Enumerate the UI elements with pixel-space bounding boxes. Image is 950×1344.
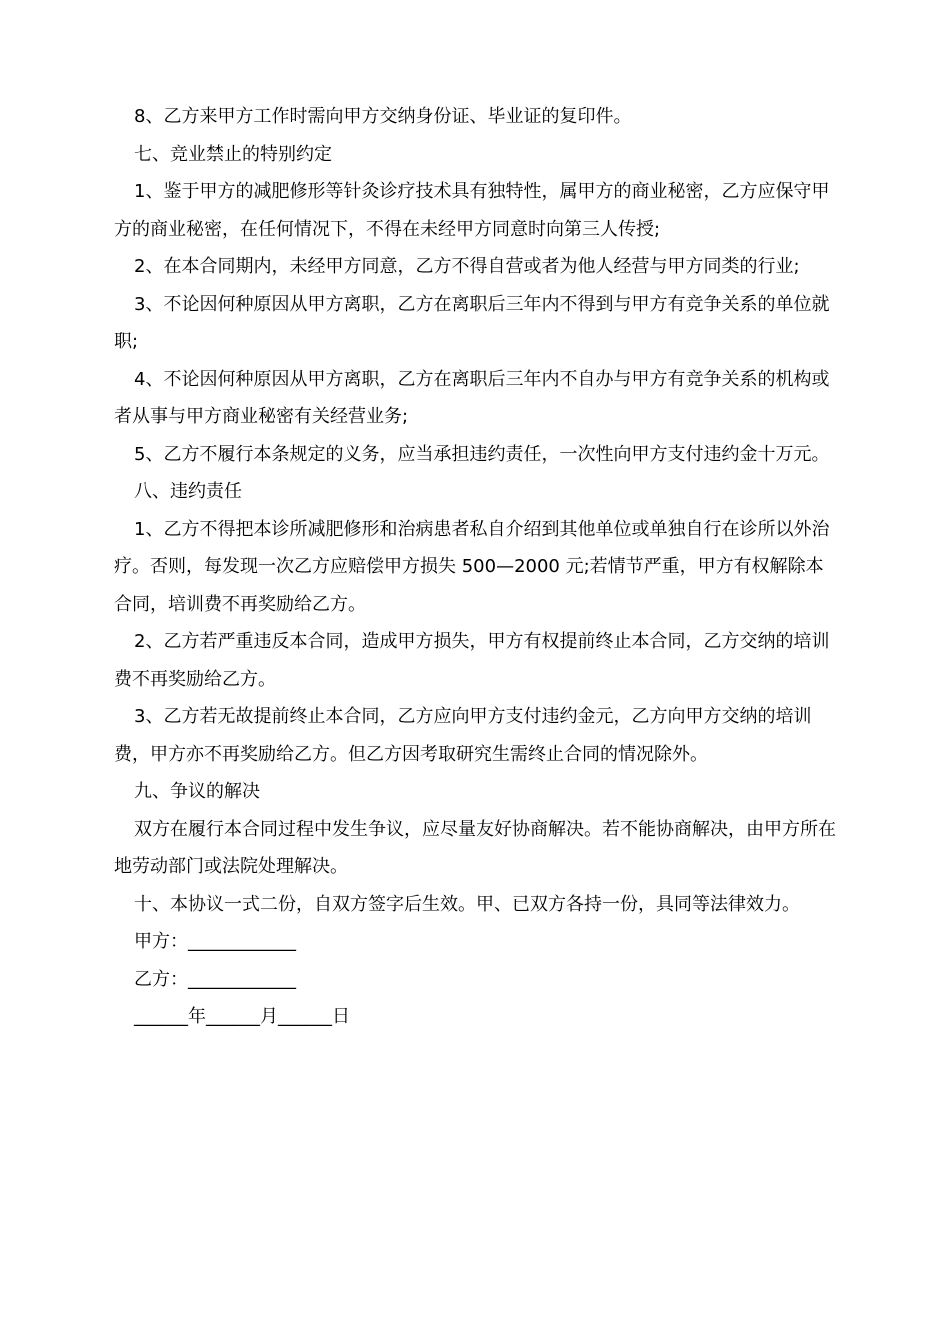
- section-7-heading: 七、竞业禁止的特别约定: [134, 143, 332, 165]
- party-b-signature-line: 乙方：____________: [134, 968, 296, 990]
- section-8-clause-2: 2、乙方若严重违反本合同，造成甲方损失，甲方有权提前终止本合同，乙方交纳的培训费不再奖励给乙方。: [114, 631, 830, 690]
- section-7-clause-3: 3、不论因何种原因从甲方离职，乙方在离职后三年内不得到与甲方有竞争关系的单位就职;: [114, 293, 830, 352]
- party-a-signature-line: 甲方：____________: [134, 931, 296, 952]
- section-7-clause-1: 1、鉴于甲方的减肥修形等针灸诊疗技术具有独特性，属甲方的商业秘密，乙方应保守甲方的商业秘密，在任何情况下，不得在未经甲方同意时向第三人传授;: [114, 181, 830, 240]
- date-line: ______年______月______日: [134, 1006, 350, 1027]
- section-8-heading: 八、违约责任: [134, 481, 242, 502]
- section-9-heading: 九、争议的解决: [134, 781, 260, 802]
- document-body: [114, 98, 836, 1036]
- section-8-clause-3: 3、乙方若无故提前终止本合同，乙方应向甲方支付违约金元，乙方向甲方交纳的培训费，甲方亦不再奖励给乙方。但乙方因考取研究生需终止合同的情况除外。: [114, 706, 812, 765]
- section-7-clause-4: 4、不论因何种原因从甲方离职，乙方在离职后三年内不自办与甲方有竞争关系的机构或者从事与甲方商业秘密有关经营业务;: [114, 368, 830, 427]
- clause-8-id-copies: 8、乙方来甲方工作时需向甲方交纳身份证、毕业证的复印件。: [134, 106, 632, 127]
- section-10-effectiveness: 十、本协议一式二份，自双方签字后生效。甲、已双方各持一份，具同等法律效力。: [134, 893, 800, 915]
- section-7-clause-2: 2、在本合同期内，未经甲方同意，乙方不得自营或者为他人经营与甲方同类的行业;: [134, 256, 800, 277]
- section-9-body: 双方在履行本合同过程中发生争议，应尽量友好协商解决。若不能协商解决，由甲方所在地劳动部门或法院处理解决。: [114, 818, 836, 877]
- section-8-clause-1: 1、乙方不得把本诊所减肥修形和治病患者私自介绍到其他单位或单独自行在诊所以外治疗。否则，每发现一次乙方应赔偿甲方损失 500—2000 元;若情节严重，甲方有权解除本合同，培训费不再奖励给乙方。: [114, 518, 830, 615]
- section-7-clause-5: 5、乙方不履行本条规定的义务，应当承担违约责任，一次性向甲方支付违约金十万元。: [134, 443, 830, 465]
